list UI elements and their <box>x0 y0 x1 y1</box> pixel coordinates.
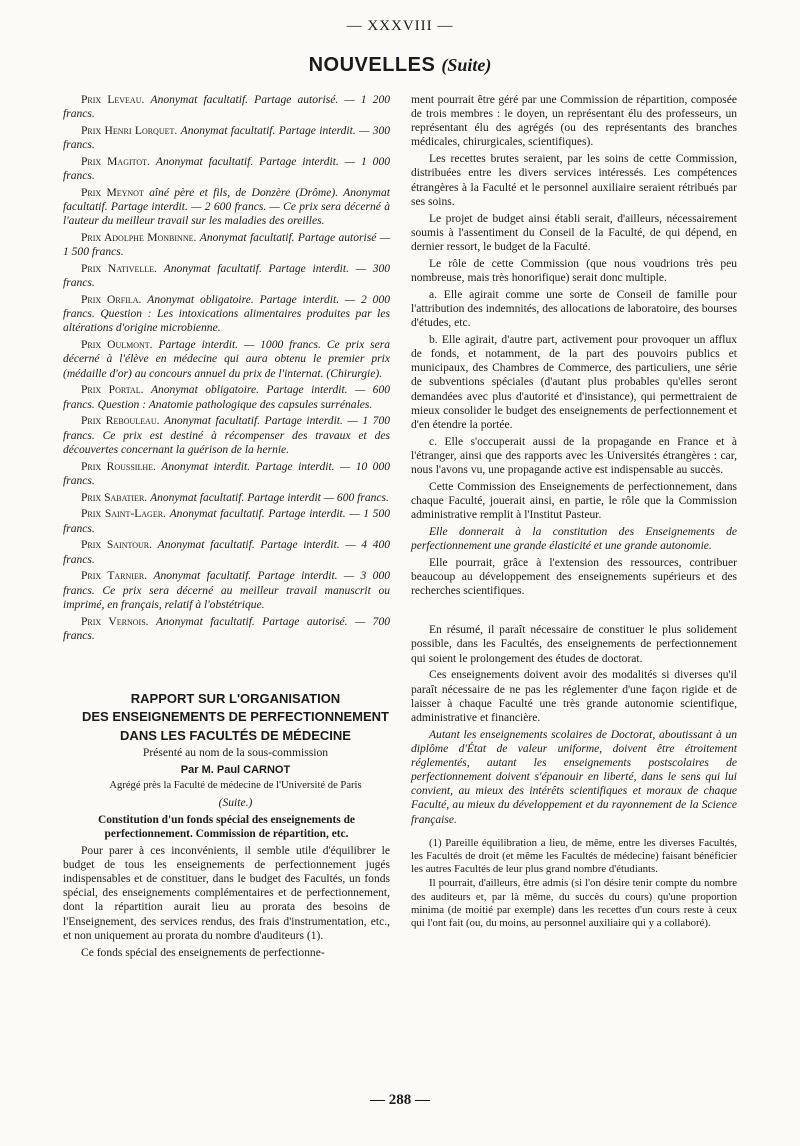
report-title-line-1: RAPPORT SUR L'ORGANISATION <box>130 690 341 706</box>
body-paragraph: Elle donnerait à la constitution des Enseignements de perfectionnement une grande élasticité et une grande autonomie. <box>411 526 737 553</box>
body-paragraph: a. Elle agirait comme une sorte de Conseil de famille pour l'attribution des indemnités, des allocations de laboratoire, des bourses d'études, etc. <box>411 288 737 330</box>
prize-details: Anonymat facultatif. Partage autorisé — 1 500 francs. <box>63 232 391 259</box>
prize-details: aîné père et fils, de Donzère (Drôme). Anonymat facultatif. Partage interdit. — 2 600 francs. — Ce prix sera décerné à l'auteur du meilleur travail sur les maladies des oreilles. <box>63 187 390 228</box>
prize-details: Anonymat facultatif. Partage interdit. — 300 francs. <box>63 263 391 290</box>
prize-name: Prix Rebouleau. <box>81 415 160 428</box>
prize-details: Partage interdit. — 1000 francs. Ce prix sera décerné à l'élève en médecine qui aura obtenu le premier prix (médaille d'or) au concours annuel du prix de l'internat. (Chirurgie). <box>63 339 390 380</box>
prize-name: Prix Orfila. <box>81 294 142 307</box>
prize-details: Anonymat obligatoire. Partage interdit. — 600 francs. Question : Anatomie pathologique des capsules surrénales. <box>63 384 391 411</box>
body-paragraph: b. Elle agirait, d'autre part, activement pour provoquer un afflux de fonds, et notamment, de la part des pouvoirs publics et municipaux, des Chambres de Commerce, des particuliers, une série de subventions spéciales (d'autant plus probables qu'elles seront demandées avec plus d'autorité et d'insistance), qui permettraient de mieux consolider le budget des enseignements de perfectionnement et d'en étendre la portée. <box>411 333 737 431</box>
prize-entry <box>63 93 390 121</box>
page-number: — 288 — <box>370 1092 430 1108</box>
prize-name: Prix Henri Lorquet. <box>81 125 178 137</box>
conclusion-paragraph: En résumé, il paraît nécessaire de constituer le plus solidement possible, dans les Facultés, des enseignements de perfectionnement qui soient le prolongement des études de doctorat. <box>411 624 737 665</box>
prize-entry <box>63 338 390 380</box>
prize-entry <box>63 569 390 611</box>
body-paragraph: Le projet de budget ainsi établi serait, d'ailleurs, nécessairement soumis à l'assentiment du Conseil de la Faculté, de qui dépend, en dernier ressort, le budget de la Faculté. <box>411 212 737 253</box>
prize-entry <box>63 538 390 566</box>
section-title <box>0 54 800 77</box>
prize-name: Prix Leveau. <box>81 94 145 106</box>
body-paragraph: Elle pourrait, grâce à l'extension des ressources, contribuer beaucoup au développement des enseignements supérieurs et des recherches scientifiques. <box>411 557 737 598</box>
prize-entry <box>63 262 390 290</box>
prize-name: Prix Adolphe Monbinne. <box>81 232 197 245</box>
prize-name: Prix Nativelle. <box>81 263 157 276</box>
section-title-text: NOUVELLES <box>308 54 436 76</box>
report-paragraph: Pour parer à ces inconvénients, il semble utile d'équilibrer le budget de tous les enseignements de perfectionnement jugés indispensables et de constituer, dans le budget des Facultés, un fonds spécial, des enseignements complémentaires et de perfectionnement, dont la répartition aurait lieu au prorata des besoins de l'Enseignement, des services rendus, des frais d'instrumentation, etc., et non uniquement au prorata du nombre d'auditeurs (1). <box>63 844 390 942</box>
footnote: (1) Pareille équilibration a lieu, de même, entre les diverses Facultés, les Facultés de droit (et même les Facultés de médecine) faisant bénéficier les autres Facultés de leur plus grand nombre d'étudiants. <box>411 836 737 876</box>
conclusion-paragraph: Ces enseignements doivent avoir des modalités si diverses qu'il paraît nécessaire de ne pas les réglementer d'une façon rigide et de laisser à chaque Faculté une très grande autonomie scientifique, administrative et financière. <box>411 669 737 724</box>
prize-name: Prix Portal. <box>81 384 144 397</box>
prize-details: Anonymat facultatif. Partage interdit. — 1 700 francs. Ce prix est destiné à récompenser des travaux et des découvertes concernant la guérison de la hernie. <box>63 415 390 456</box>
prize-entry <box>63 383 390 411</box>
section-title-suite: (Suite) <box>441 55 492 75</box>
prize-name: Prix Roussilhe. <box>81 460 156 473</box>
prize-name: Prix Tarnier. <box>81 570 148 583</box>
prize-entry <box>63 124 390 152</box>
right-column <box>411 93 737 931</box>
body-paragraph: ment pourrait être géré par une Commission de répartition, composée de trois membres : le doyen, un représentant élu des professeurs, un représentant élu des agrégés (ou des représentants des branches médicales, chirurgicales, scientifiques). <box>411 94 737 149</box>
report-suite: (Suite.) <box>218 796 253 810</box>
section-gap <box>411 601 737 623</box>
prize-name: Prix Magitot. <box>81 156 150 168</box>
report-heading <box>63 691 390 811</box>
prize-entry <box>63 615 390 643</box>
prize-details: Anonymat facultatif. Partage interdit. — 4 400 francs. <box>63 539 390 566</box>
report-affiliation: Agrégé près la Faculté de médecine de l'Université de Paris <box>109 780 362 792</box>
prize-entry <box>63 293 390 335</box>
prize-entry <box>63 186 390 228</box>
prize-name: Prix Sabatier. <box>81 491 148 504</box>
prize-details: Anonymat facultatif. Partage interdit. — 300 francs. <box>63 125 391 152</box>
footnotes <box>411 837 737 930</box>
report-subheading: Constitution d'un fonds spécial des enseignements de perfectionnement. Commission de répartition, etc. <box>98 814 355 841</box>
report-paragraph: Ce fonds spécial des enseignements de perfectionne- <box>81 946 325 959</box>
prize-entry <box>63 460 390 488</box>
prize-details: Anonymat facultatif. Partage autorisé. — 1 200 francs. <box>63 94 390 121</box>
prize-details: Anonymat facultatif. Partage interdit. — 3 000 francs. Ce prix sera décerné au meilleur travail manuscrit ou imprimé, en français, relatif à l'obstétrique. <box>63 570 390 611</box>
left-column <box>63 93 390 962</box>
prize-entry <box>63 507 390 535</box>
page-header-label: — XXXVIII — <box>346 18 454 34</box>
prize-name: Prix Saint-Lager. <box>81 508 166 521</box>
report-title-line-3: DANS LES FACULTÉS DE MÉDECINE <box>120 727 351 743</box>
prize-details: Anonymat facultatif. Partage interdit. — 1 500 francs. <box>63 508 390 535</box>
report-author: Par M. Paul CARNOT <box>180 763 291 776</box>
prize-details: Anonymat obligatoire. Partage interdit. — 2 000 francs. Question : Les intoxications alimentaires produites par les altérations d'origine microbienne. <box>63 294 390 335</box>
prize-name: Prix Saintour. <box>81 539 153 552</box>
prize-entry <box>63 414 390 456</box>
prize-entry <box>63 231 390 259</box>
body-paragraph: Les recettes brutes seraient, par les soins de cette Commission, distribuées entre les divers services intéressés. Les compétences étrangères à la Faculté et le personnel auxiliaire seraient rétribués par ses soins. <box>411 153 737 208</box>
footnote: Il pourrait, d'ailleurs, être admis (si l'on désire tenir compte du nombre des auditeurs et, par là même, du succès du cours) qu'une proportion minima (de moitié par exemple) dans les recettes d'un cours reste à ceux qui l'ont fait (ou, du moins, au personnel auxiliaire qui y a collaboré). <box>411 877 737 929</box>
prize-details: Anonymat facultatif. Partage autorisé. — 700 francs. <box>63 615 391 642</box>
prize-name: Prix Vernois. <box>81 615 149 628</box>
report-title-line-2: DES ENSEIGNEMENTS DE PERFECTIONNEMENT <box>82 709 389 725</box>
prize-entry <box>63 155 390 183</box>
report-presented: Présenté au nom de la sous-commission <box>142 745 329 759</box>
prize-name: Prix Meynot <box>81 187 144 199</box>
prize-details: Anonymat interdit. Partage interdit. — 10 000 francs. <box>63 460 390 487</box>
prize-entry <box>63 491 390 505</box>
body-paragraph: Cette Commission des Enseignements de perfectionnement, dans chaque Faculté, jouerait ainsi, en partie, le rôle que la Commission administrative remplit à l'Institut Pasteur. <box>411 480 737 522</box>
prize-list <box>63 93 390 643</box>
conclusion-paragraph: Autant les enseignements scolaires de Doctorat, aboutissant à un diplôme d'État de valeur uniforme, doivent être étroitement réglementés, autant les enseignements postscolaires de perfectionnement doivent s'épanouir en liberté, dans le sens qui lui convient, au mieux des intérêts scientifiques et moraux de chaque Faculté, au mieux du développement et du rayonnement de la Science française. <box>411 728 737 826</box>
prize-details: Anonymat facultatif. Partage interdit — 600 francs. <box>150 491 389 504</box>
body-paragraph: c. Elle s'occuperait aussi de la propagande en France et à l'étranger, ainsi que des rapports avec les Universités étrangères : car, nous l'avons vu, une propagande active est indispensable au succès. <box>411 435 737 477</box>
prize-name: Prix Oulmont. <box>81 339 153 352</box>
body-paragraph: Le rôle de cette Commission (que nous voudrions très peu nombreuse, mais très honorifique) serait donc multiple. <box>411 257 737 284</box>
prize-details: Anonymat facultatif. Partage interdit. — 1 000 francs. <box>63 156 390 183</box>
